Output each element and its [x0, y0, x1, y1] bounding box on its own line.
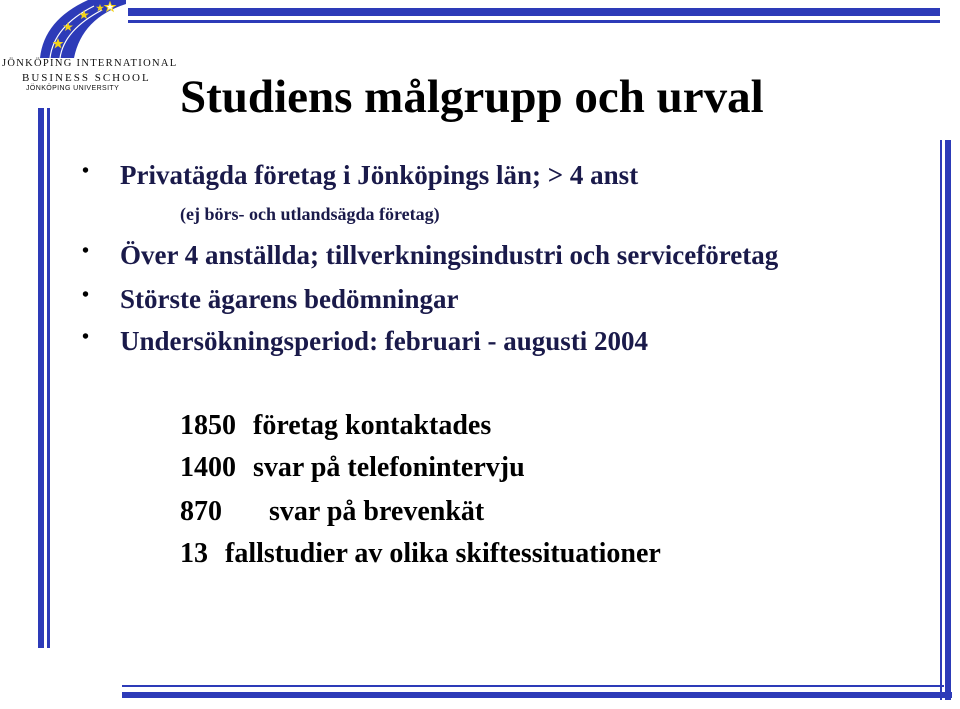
top-border-thin — [128, 20, 940, 23]
stat-text: fallstudier av olika skiftessituationer — [225, 538, 661, 569]
stat-row — [180, 452, 525, 484]
right-border-thick — [945, 140, 951, 700]
logo-text-line3: JÖNKÖPING UNIVERSITY — [26, 85, 120, 92]
right-border-thin — [940, 140, 942, 700]
stat-row — [180, 538, 661, 570]
slide-title: Studiens målgrupp och urval — [180, 71, 764, 123]
bullet-text: Privatägda företag i Jönköpings län; > 4 anst — [120, 160, 639, 190]
stat-text: svar på telefonintervju — [253, 452, 525, 483]
stat-number: 1400 — [180, 452, 236, 483]
stat-number: 870 — [180, 496, 222, 527]
stat-text: svar på brevenkät — [269, 496, 485, 527]
bottom-border-thin — [122, 685, 944, 687]
logo-text-line1: JÖNKÖPING INTERNATIONAL — [2, 58, 178, 69]
stat-number: 13 — [180, 538, 208, 569]
logo-text-line2: BUSINESS SCHOOL — [22, 72, 151, 84]
bullet-sub-note: (ej börs- och utlandsägda företag) — [180, 204, 440, 224]
left-border-thin — [47, 108, 50, 648]
stat-row — [180, 496, 484, 528]
bullet-icon: • — [82, 160, 90, 182]
bullet-text: Över 4 anställda; tillverkningsindustri och serviceföretag — [120, 240, 779, 270]
stat-text: företag kontaktades — [253, 410, 492, 441]
bullet-icon: • — [82, 284, 90, 306]
bullet-icon: • — [82, 240, 90, 262]
bottom-border-thick — [122, 692, 952, 698]
logo — [30, 0, 126, 60]
left-border-thick — [38, 108, 44, 648]
bullet-icon: • — [82, 326, 90, 348]
bullet-text: Störste ägarens bedömningar — [120, 284, 459, 314]
top-border-thick — [128, 8, 940, 16]
stat-row — [180, 410, 491, 442]
stat-number: 1850 — [180, 410, 236, 441]
bullet-text: Undersökningsperiod: februari - augusti 2004 — [120, 326, 649, 356]
star-emblem-icon — [30, 0, 126, 60]
